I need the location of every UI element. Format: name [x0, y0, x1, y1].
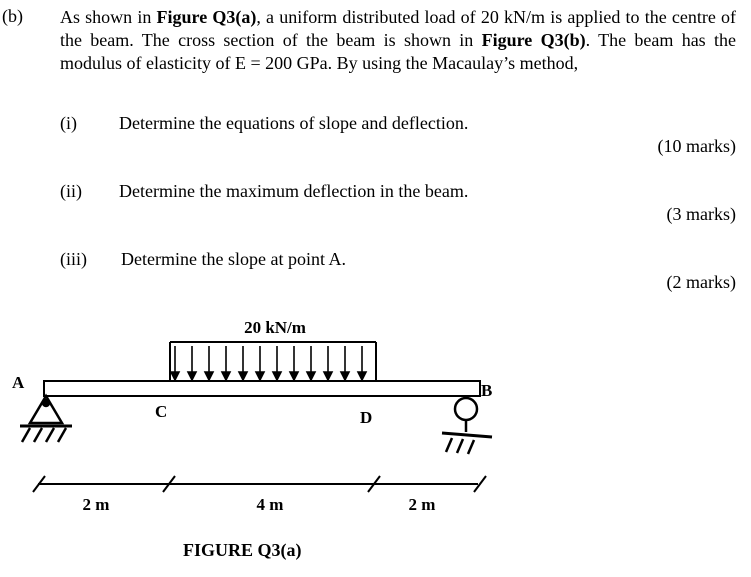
subquestion-1-number: (i) — [60, 113, 77, 133]
subquestion-1-marks: (10 marks) — [657, 136, 736, 156]
subquestion-2-marks: (3 marks) — [666, 204, 736, 224]
subquestion-2-number: (ii) — [60, 181, 82, 201]
intro-text-1: As shown in — [60, 7, 157, 27]
point-a-label: A — [12, 373, 25, 392]
subquestion-1-text: Determine the equations of slope and deflection. — [119, 113, 469, 133]
dimension-middle: 4 m — [256, 495, 284, 514]
point-c-label: C — [155, 402, 168, 421]
pin-support-a — [20, 396, 72, 442]
question-intro — [60, 6, 736, 75]
figure-ref-b: Figure Q3(b) — [481, 30, 586, 50]
dimension-left: 2 m — [82, 495, 110, 514]
figure-ref-a: Figure Q3(a) — [156, 7, 257, 27]
intro-text-2: , a uniform distributed load of 20 kN/m is applied to the centre of the beam. The cross section of the beam is shown in — [60, 7, 736, 50]
point-b-label: B — [481, 381, 493, 400]
roller-support-b — [442, 398, 492, 454]
intro-text-3: . The beam has the modulus of elasticity of E = 200 GPa. By using the Macaulay’s method, — [60, 30, 736, 73]
subquestion-3-text: Determine the slope at point A. — [121, 249, 346, 269]
load-label: 20 kN/m — [244, 318, 306, 337]
dimension-line — [33, 476, 486, 492]
subquestion-2-text: Determine the maximum deflection in the beam. — [119, 181, 469, 201]
dimension-right: 2 m — [408, 495, 436, 514]
point-d-label: D — [360, 408, 373, 427]
load-arrows — [171, 346, 366, 380]
subquestion-3-number: (iii) — [60, 249, 87, 269]
beam-diagram — [0, 310, 751, 530]
beam — [44, 381, 480, 396]
subquestion-3-marks: (2 marks) — [666, 272, 736, 292]
figure-caption: FIGURE Q3(a) — [183, 540, 302, 560]
part-label: (b) — [2, 6, 23, 26]
